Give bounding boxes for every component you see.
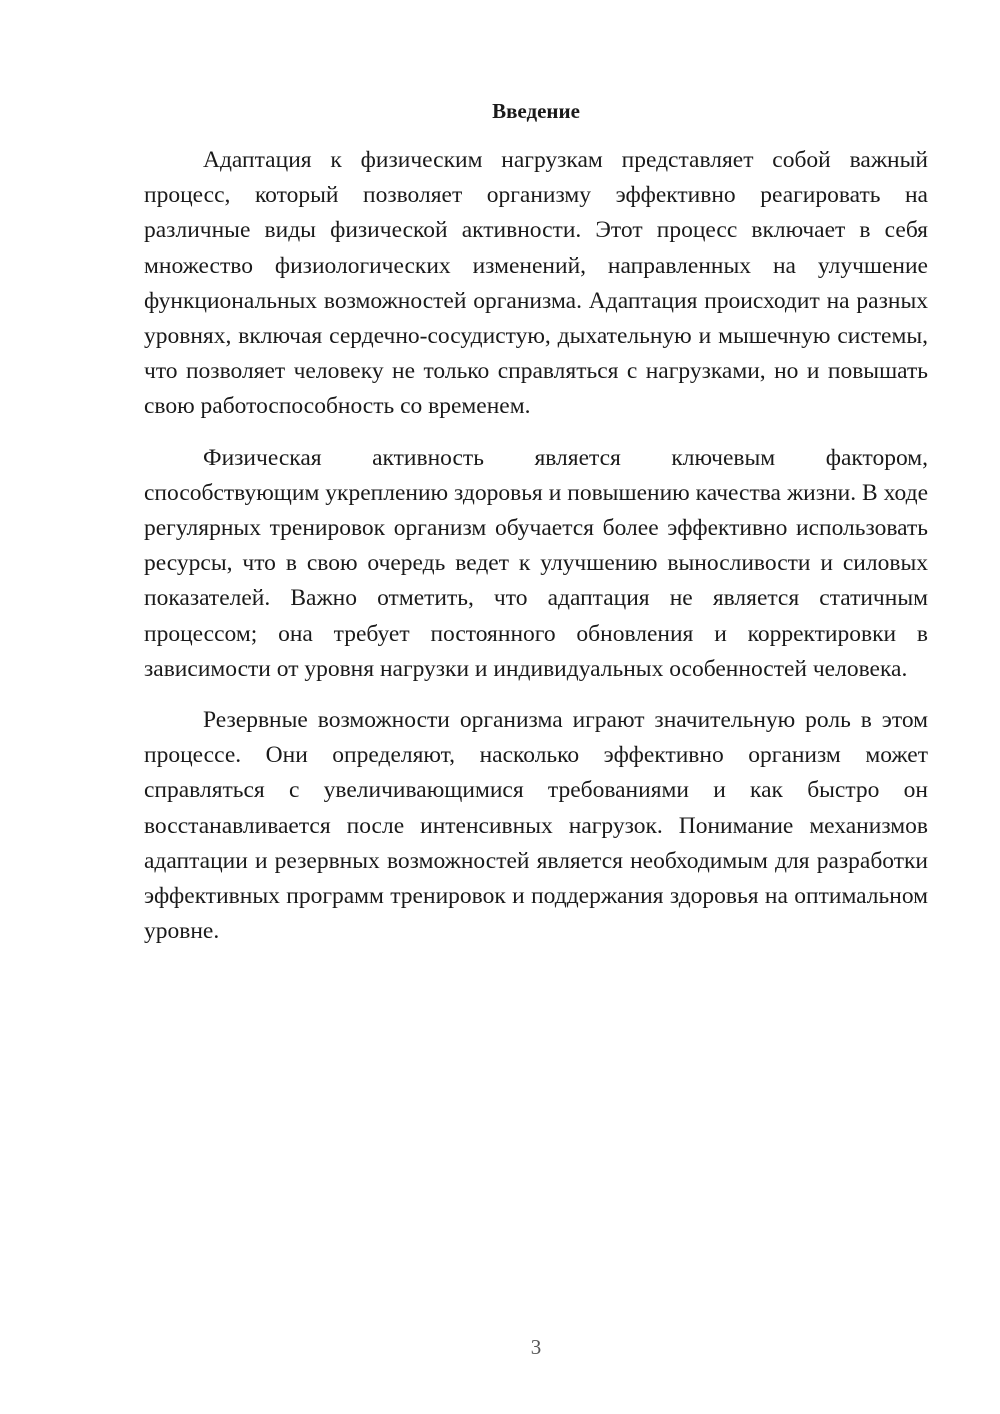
page-number: 3 — [530, 1335, 542, 1359]
section-heading: Введение — [492, 99, 580, 123]
paragraph-2: Физическая активность является ключевым фактором, способствующим укреплению здоровья и повышению качества жизни. В ходе регулярных тренировок организм обучается более эффективно использовать ресурсы, что в свою очередь ведет к улучшению выносливости и силовых показателей. Важно отметить, что адаптация не является статичным процессом; она требует постоянного обновления и корректировки в зависимости от уровня нагрузки и индивидуальных особенностей человека. — [144, 444, 928, 682]
body-text — [144, 143, 928, 965]
paragraph-1: Адаптация к физическим нагрузкам представляет собой важный процесс, который позволяет организму эффективно реагировать на различные виды физической активности. Этот процесс включает в себя множество физиологических изменений, направленных на улучшение функциональных возможностей организма. Адаптация происходит на разных уровнях, включая сердечно-сосудистую, дыхательную и мышечную системы, что позволяет человеку не только справляться с нагрузками, но и повышать свою работоспособность со временем. — [144, 147, 928, 420]
paragraph-3: Резервные возможности организма играют значительную роль в этом процессе. Они определяют, насколько эффективно организм может справляться с увеличивающимися требованиями и как быстро он восстанавливается после интенсивных нагрузок. Понимание механизмов адаптации и резервных возможностей является необходимым для разработки эффективных программ тренировок и поддержания здоровья на оптимальном уровне. — [144, 707, 928, 945]
